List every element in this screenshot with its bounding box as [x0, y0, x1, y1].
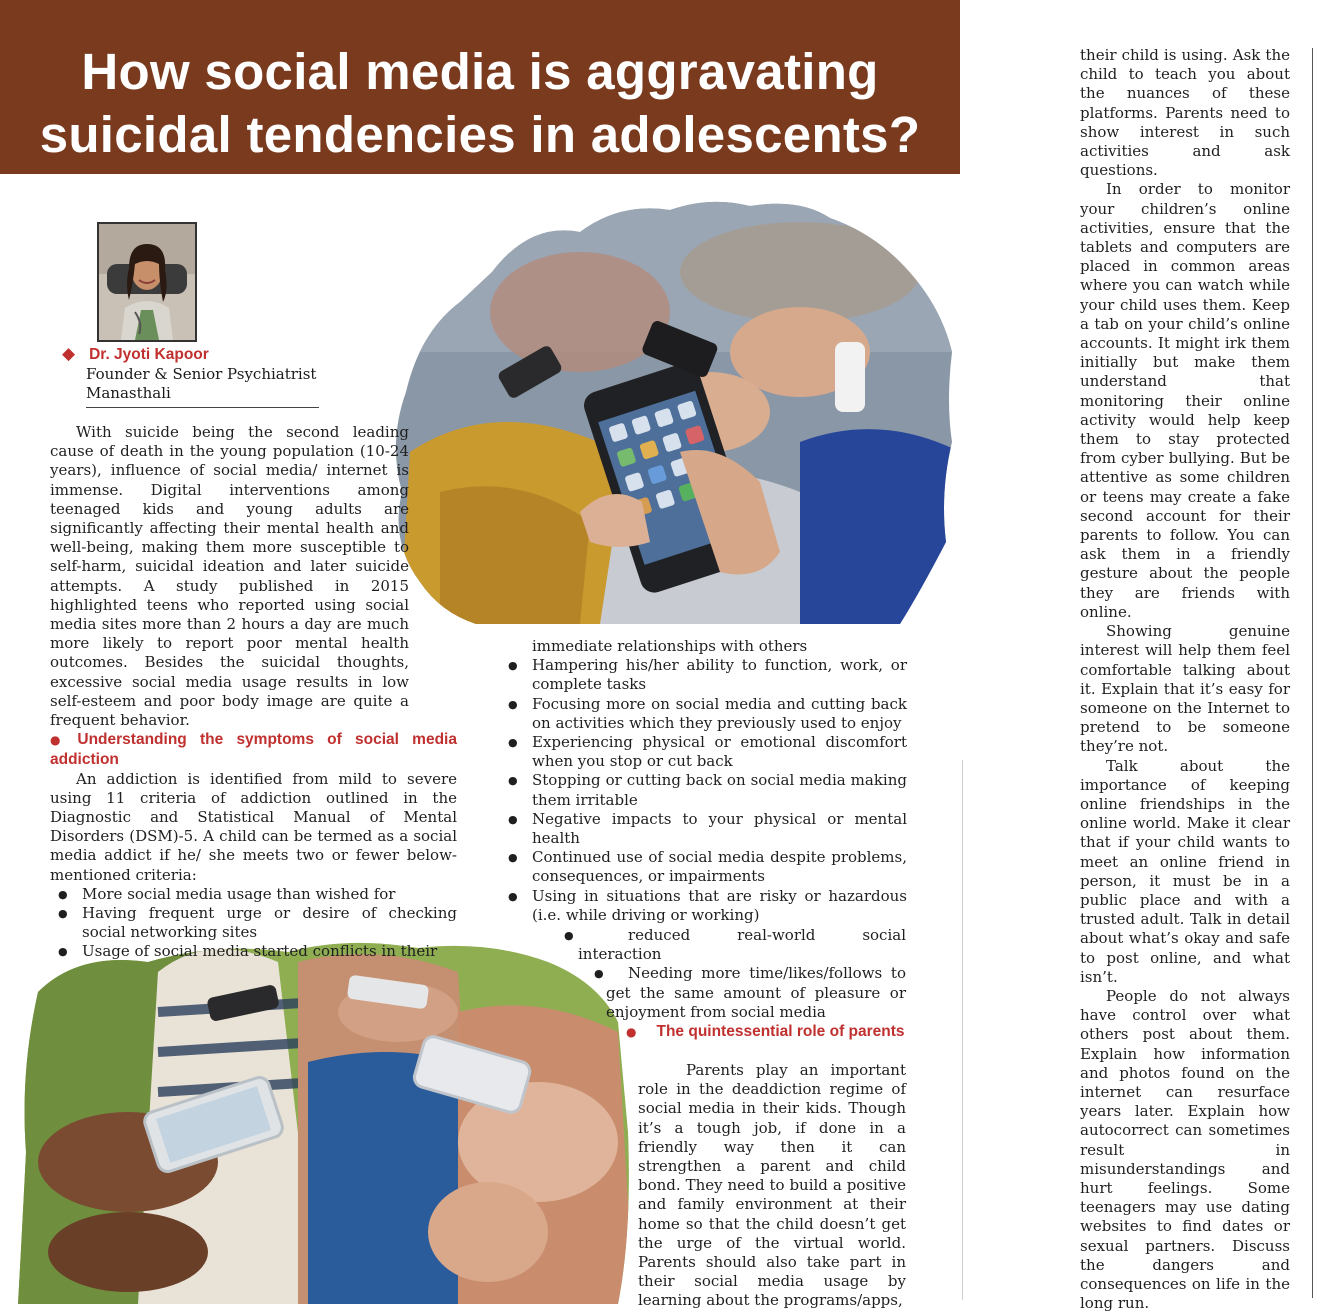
dsm-paragraph: An addiction is identified from mild to severe using 11 criteria of addiction outlined in the Diagnostic and Statistical Manual of Mental Disorders (DSM)-5. A child can be termed as a social media addict if he/ she meets two or fewer below-mentioned criteria: [50, 769, 457, 884]
author-name: Dr. Jyoti Kapoor [89, 346, 209, 363]
symptom-bullet: ● Hampering his/her ability to function, work, or complete tasks [500, 656, 907, 694]
symptom-bullet: ● Using in situations that are risky or hazardous (i.e. while driving or working) [500, 887, 907, 925]
author-org: Manasthali [86, 384, 171, 402]
symptom-bullet: ● Having frequent urge or desire of checking social networking sites [50, 904, 457, 942]
intro-paragraph: With suicide being the second leading cause of death in the young population (10-24 years), influence of social media/ internet is immense. Digital interventions among teenaged kids and young adults are significantly affecting their mental health and well-being, making them more susceptible to self-harm, suicidal ideation and later suicide attempts. A study published in 2015 highlighted teens who reported using social media sites more than 2 hours a day are much more likely to report poor mental health outcomes. Besides the suicidal thoughts, excessive social media usage results in low self-esteem and poor body image are quite a frequent behavior. [50, 423, 409, 730]
symptom-bullet: ● Focusing more on social media and cutting back on activities which they previously used to enjoy [500, 695, 907, 733]
parents-paragraph-block [638, 1061, 906, 1311]
symptom-bullet-reduced [560, 926, 906, 964]
diamond-icon: ◆ [62, 344, 76, 364]
author-title: Founder & Senior Psychiatrist [86, 364, 317, 383]
col3-paragraph-5: People do not always have control over what others post about them. Explain how information and photos found on the internet can resurface years later. Explain how autocorrect can sometimes result in misunderstandings and hurt feelings. Some teenagers may use dating websites to find dates or sexual partners. Discuss the dangers and consequences on life in the long run. [1080, 986, 1290, 1313]
column-1 [50, 423, 457, 962]
parents-heading: The quintessential role of parents [656, 1023, 905, 1041]
symptom-bullet: ● More social media usage than wished for [50, 885, 457, 904]
symptom-bullet-needing [560, 964, 906, 1022]
column-2-lower [560, 926, 906, 1042]
continued-bullet-text: immediate relationships with others [532, 637, 808, 655]
col3-paragraph-3: Showing genuine interest will help them feel comfortable talking about it. Explain that it’s easy for someone on the Internet to pretend to be someone they’re not. [1080, 622, 1290, 756]
headline-line-1: How social media is aggravating [81, 43, 879, 100]
column-divider-right [1312, 48, 1313, 1298]
symptoms-heading: Understanding the symptoms of social media addiction [50, 731, 457, 769]
phones-collage-photo [380, 192, 960, 624]
symptom-bullet: ● Negative impacts to your physical or mental health [500, 810, 907, 848]
col3-paragraph-1: their child is using. Ask the child to teach you about the nuances of these platforms. Parents need to show interest in such activities and ask questions. [1080, 46, 1290, 180]
symptom-bullet: ● Continued use of social media despite problems, consequences, or impairments [500, 848, 907, 886]
phones-collage-illustration [380, 192, 960, 624]
hands-phones-illustration [18, 932, 637, 1304]
reduced-interaction-text: reduced real-world social interaction [578, 926, 906, 964]
col3-paragraph-2: In order to monitor your children’s online activities, ensure that the tablets and computers are placed in common areas where you can watch while your child uses them. Keep a tab on your child’s online accounts. It might irk them initially but make them understand that monitoring their online activity would help keep them to stay protected from cyber bullying. But be attentive as some children or teens may create a fake second account for their parents to follow. You can ask them in a friendly gesture about the people they are friends with online. [1080, 180, 1290, 621]
bullet-dot-icon: ● [564, 929, 574, 942]
parents-paragraph: Parents play an important role in the deaddiction regime of social media in their kids. Though it’s a tough job, if done in a friendly way then it can strengthen a parent and child bond. They need to build a positive and family environment at their home so that the child doesn’t get the urge of the virtual world. Parents should also take part in their social media usage by learning about the programs/apps, [638, 1061, 906, 1310]
bullet-dot-icon: ● [594, 967, 604, 981]
column-divider [962, 760, 963, 1300]
red-bullet-icon: ● [50, 733, 70, 748]
column-2 [500, 637, 907, 925]
symptom-bullet: ● Stopping or cutting back on social media making them irritable [500, 771, 907, 809]
hands-phones-photo [18, 932, 637, 1304]
author-photo [97, 222, 197, 342]
headline [0, 40, 960, 166]
symptom-bullet: ● Experiencing physical or emotional discomfort when you stop or cut back [500, 733, 907, 771]
author-portrait-illustration [99, 224, 195, 340]
byline-divider [86, 407, 319, 408]
headline-line-2: suicidal tendencies in adolescents? [39, 106, 921, 163]
needing-more-text: Needing more time/likes/follows to get the same amount of pleasure or enjoyment from social media [606, 964, 906, 1021]
col3-paragraph-4: Talk about the importance of keeping online friendships in the online world. Make it clear that if your child wants to meet an online friend in person, it must be in a public place and with a trusted adult. Talk in detail about what’s okay and safe to post online, and what isn’t. [1080, 756, 1290, 986]
column-3 [1080, 46, 1290, 1313]
section-heading-symptoms [50, 730, 457, 769]
red-bullet-icon: ● [626, 1025, 637, 1040]
symptom-bullet: ● Usage of social media started conflicts in their [50, 942, 457, 961]
section-heading-parents [560, 1022, 906, 1042]
author-byline [62, 345, 332, 404]
